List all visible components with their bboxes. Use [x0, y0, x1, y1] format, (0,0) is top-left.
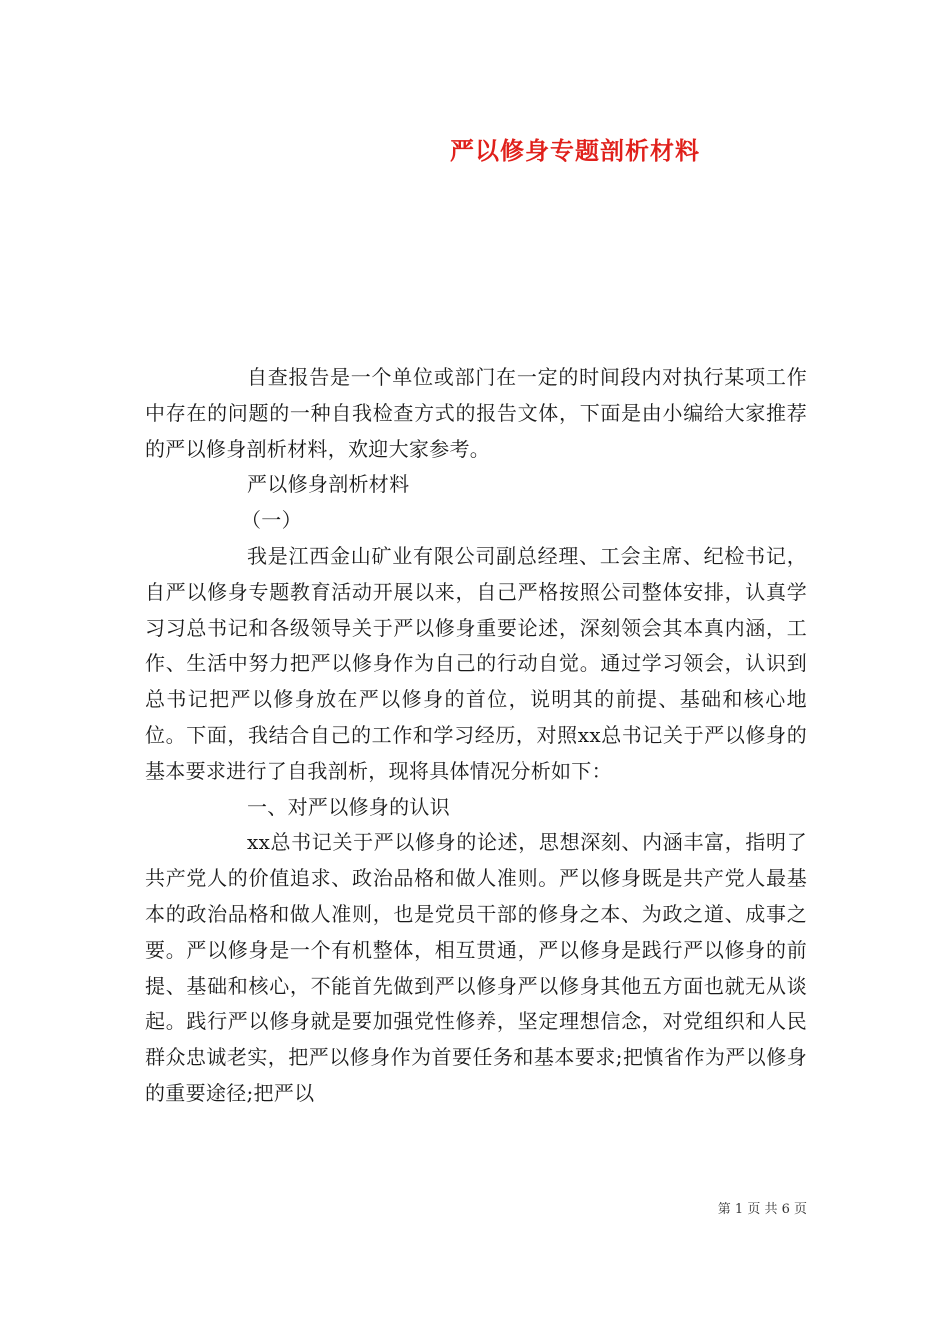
- body-paragraph: 我是江西金山矿业有限公司副总经理、工会主席、纪检书记，自严以修身专题教育活动开展以来，自己严格按照公司整体安排，认真学习习总书记和各级领导关于严以修身重要论述，深刻领会其本真内涵，工作、生活中努力把严以修身作为自己的行动自觉。通过学习领会，认识到总书记把严以修身放在严以修身的首位，说明其的前提、基础和核心地位。下面，我结合自己的工作和学习经历，对照xx总书记关于严以修身的基本要求进行了自我剖析，现将具体情况分析如下：: [145, 543, 807, 783]
- document-title: 严以修身专题剖析材料: [450, 136, 700, 165]
- page-footer: 第 1 页 共 6 页: [717, 1202, 807, 1217]
- intro-paragraph: 自查报告是一个单位或部门在一定的时间段内对执行某项工作中存在的问题的一种自我检查方式的报告文体，下面是由小编给大家推荐的严以修身剖析材料，欢迎大家参考。: [145, 365, 807, 461]
- document-body: [145, 360, 807, 1112]
- section-number: （一）: [241, 508, 302, 533]
- section-heading: 一、对严以修身的认识: [247, 794, 450, 819]
- subtitle-line: 严以修身剖析材料: [247, 472, 410, 497]
- body-paragraph: xx总书记关于严以修身的论述，思想深刻、内涵丰富，指明了共产党人的价值追求、政治品格和做人准则。严以修身既是共产党人最基本的政治品格和做人准则，也是党员干部的修身之本、为政之道、成事之要。严以修身是一个有机整体，相互贯通，严以修身是践行严以修身的前提、基础和核心，不能首先做到严以修身严以修身其他五方面也就无从谈起。践行严以修身就是要加强党性修养，坚定理想信念，对党组织和人民群众忠诚老实，把严以修身作为首要任务和基本要求;把慎省作为严以修身的重要途径;把严以: [145, 830, 807, 1105]
